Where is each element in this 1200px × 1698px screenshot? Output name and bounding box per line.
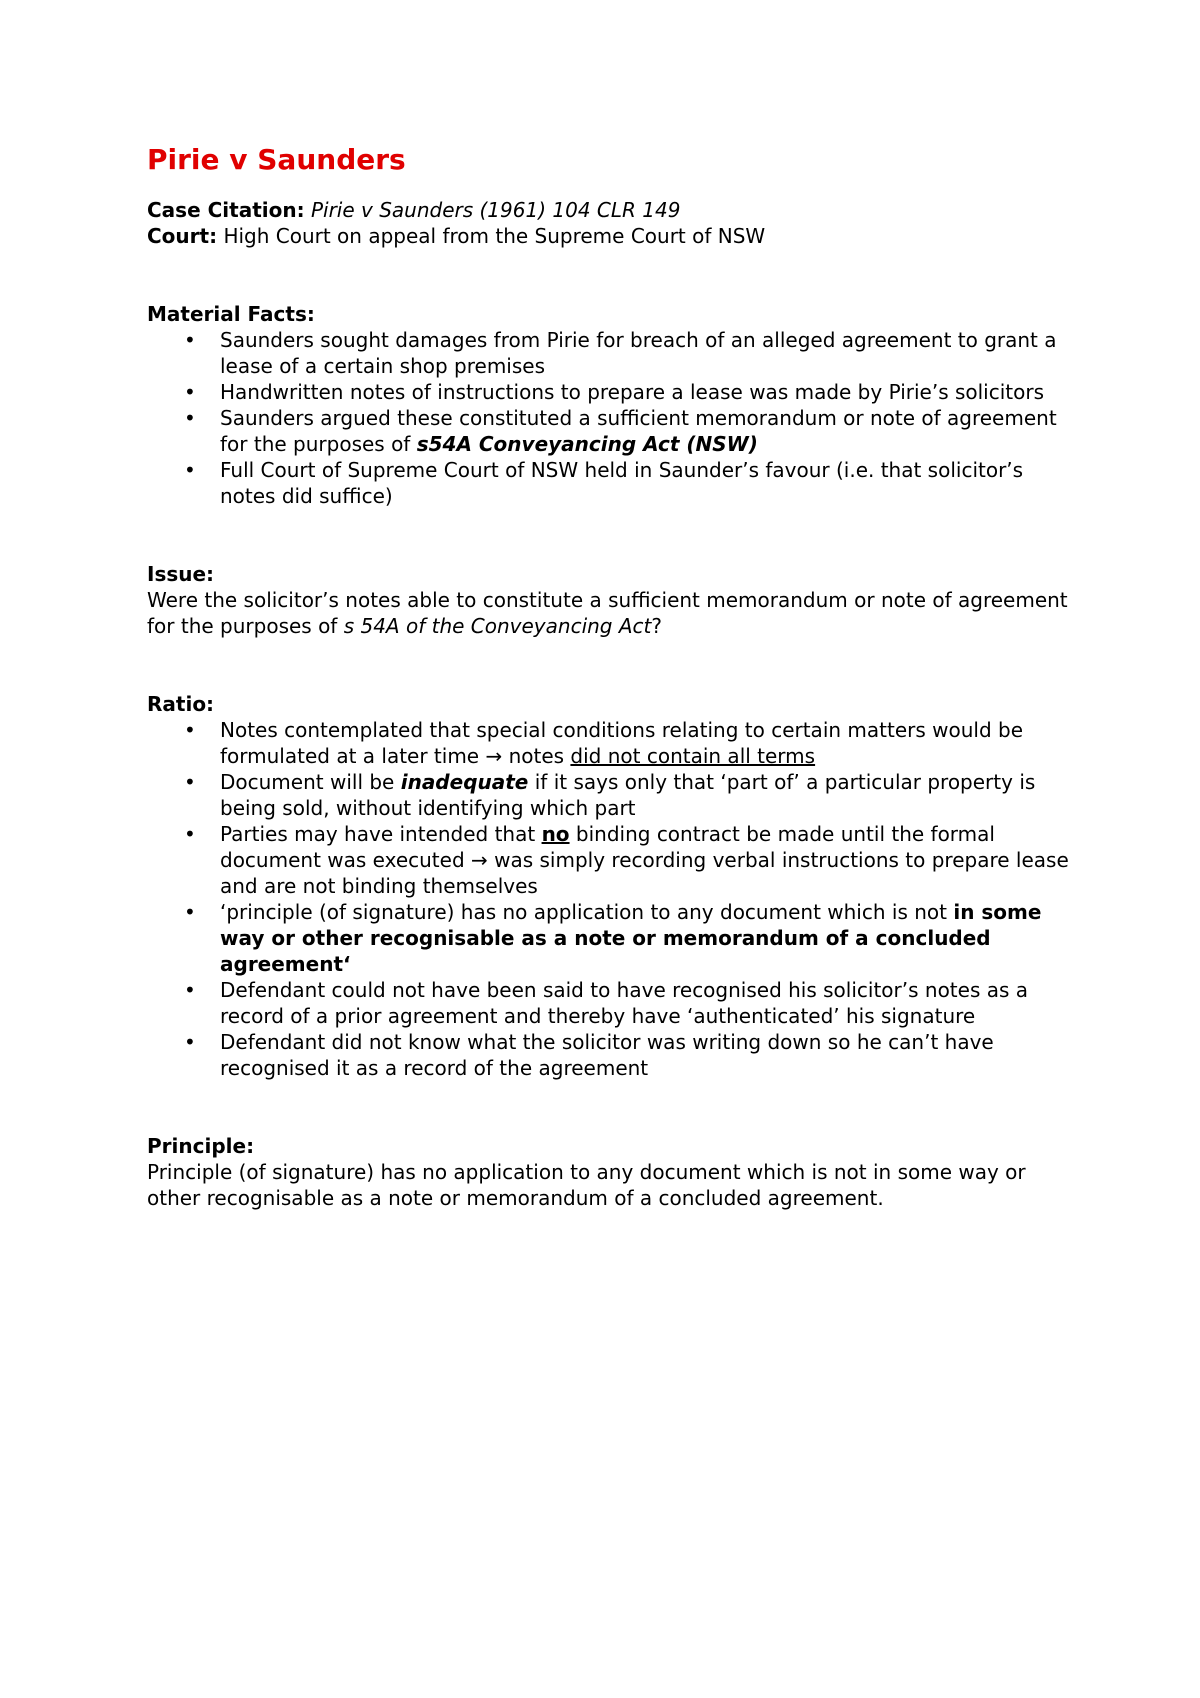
- list-item: [147, 327, 1080, 379]
- statute-reference: s 54A of the Conveyancing Act: [343, 614, 652, 638]
- bullet-icon: •: [184, 718, 196, 742]
- emphasis-text: in some way or other recognisable as a note or memorandum of a concluded agreement‘: [220, 900, 1042, 976]
- list-item-text: Saunders argued these constituted a sufficient memorandum or note of agreement for the purposes of: [220, 406, 1057, 456]
- list-item: [147, 379, 1080, 405]
- list-item-text: ‘principle (of signature) has no application to any document which is not: [220, 900, 954, 924]
- list-item: [147, 717, 1080, 769]
- ratio-heading: Ratio:: [147, 692, 215, 716]
- bullet-icon: •: [184, 380, 196, 404]
- page-title: Pirie v Saunders: [147, 143, 406, 176]
- court: [147, 223, 1080, 249]
- list-item: [147, 405, 1080, 457]
- list-item-text: Saunders sought damages from Pirie for breach of an alleged agreement to grant a lease of a certain shop premises: [220, 328, 1057, 378]
- emphasis-text: no: [541, 822, 570, 846]
- bullet-icon: •: [184, 770, 196, 794]
- list-item-text: Full Court of Supreme Court of NSW held in Saunder’s favour (i.e. that solicitor’s notes did suffice): [220, 458, 1024, 508]
- list-item: [147, 899, 1080, 977]
- list-item-text: Notes contemplated that special conditions relating to certain matters would be formulated at a later time → notes: [220, 718, 1024, 768]
- list-item-text: Defendant could not have been said to have recognised his solicitor’s notes as a record of a prior agreement and thereby have ‘authenticated’ his signature: [220, 978, 1029, 1028]
- material-facts-heading: Material Facts:: [147, 302, 315, 326]
- list-item-text: binding contract be made until the formal document was executed → was simply recording verbal instructions to prepare lease and are not binding themselves: [220, 822, 1069, 898]
- case-citation: [147, 197, 1080, 223]
- list-item-text: Parties may have intended that: [220, 822, 542, 846]
- issue-text-post: ?: [651, 614, 662, 638]
- underlined-text: did not contain all terms: [570, 744, 816, 768]
- issue-heading: Issue:: [147, 562, 215, 586]
- bullet-icon: •: [184, 406, 196, 430]
- list-item-text: Handwritten notes of instructions to prepare a lease was made by Pirie’s solicitors: [220, 380, 1045, 404]
- statute-reference: s54A Conveyancing Act (NSW): [416, 432, 758, 456]
- court-value: High Court on appeal from the Supreme Court of NSW: [223, 224, 766, 248]
- list-item: [147, 457, 1080, 509]
- ratio-list: [147, 717, 1080, 1081]
- principle-heading: Principle:: [147, 1134, 255, 1158]
- bullet-icon: •: [184, 328, 196, 352]
- list-item-text: if it says only that ‘part of’ a particular property is being sold, without identifying which part: [220, 770, 1036, 820]
- bullet-icon: •: [184, 1030, 196, 1054]
- issue-text: [147, 587, 1080, 639]
- material-facts-list: [147, 327, 1080, 509]
- issue-text-pre: Were the solicitor’s notes able to constitute a sufficient memorandum or note of agreement for the purposes of: [147, 588, 1068, 638]
- list-item: [147, 821, 1080, 899]
- list-item: [147, 1029, 1080, 1081]
- emphasis-text: inadequate: [400, 770, 529, 794]
- list-item: [147, 977, 1080, 1029]
- citation-label: Case Citation:: [147, 198, 305, 222]
- bullet-icon: •: [184, 458, 196, 482]
- list-item: [147, 769, 1080, 821]
- bullet-icon: •: [184, 900, 196, 924]
- court-label: Court:: [147, 224, 218, 248]
- list-item-text: Defendant did not know what the solicitor was writing down so he can’t have recognised it as a record of the agreement: [220, 1030, 994, 1080]
- principle-text: Principle (of signature) has no application to any document which is not in some way or other recognisable as a note or memorandum of a concluded agreement.: [147, 1160, 1026, 1210]
- bullet-icon: •: [184, 978, 196, 1002]
- citation-value: Pirie v Saunders (1961) 104 CLR 149: [310, 198, 681, 222]
- bullet-icon: •: [184, 822, 196, 846]
- list-item-text: Document will be: [220, 770, 401, 794]
